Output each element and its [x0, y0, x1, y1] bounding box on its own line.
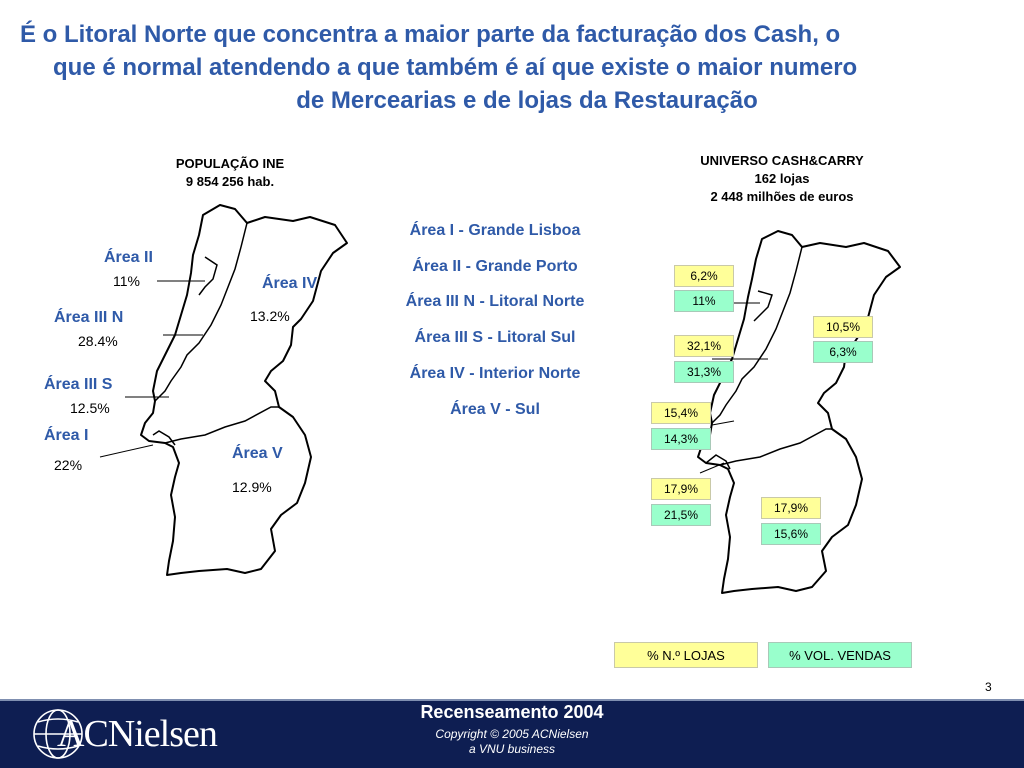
title-line-1: É o Litoral Norte que concentra a maior parte da facturação dos Cash, o	[20, 21, 841, 48]
stores-box-area-v: 17,9%	[761, 497, 821, 519]
stores-box-area-iii-n: 32,1%	[674, 335, 734, 357]
title-line-2: que é normal atendendo a que também é aí que existe o maior numero	[53, 54, 858, 81]
left-area-iii-s-name: Área III S	[44, 376, 113, 393]
stores-box-area-ii: 6,2%	[674, 265, 734, 287]
left-area-i-name: Área I	[44, 427, 89, 444]
definition-area-v: Área V - Sul	[450, 401, 540, 418]
left-area-iii-n-pct: 28.4%	[78, 333, 118, 349]
left-area-iii-s-pct: 12.5%	[70, 400, 110, 416]
page-number: 3	[985, 680, 992, 694]
legend-stores: % N.º LOJAS	[614, 642, 758, 668]
population-value: 9 854 256 hab.	[185, 174, 275, 189]
left-area-v-pct: 12.9%	[232, 479, 272, 495]
universe-label: UNIVERSO CASH&CARRY	[700, 153, 864, 168]
left-area-iii-n-name: Área III N	[54, 309, 124, 326]
sales-box-area-iii-n: 31,3%	[674, 361, 734, 383]
store-count: 162 lojas	[754, 171, 810, 186]
left-area-i-pct: 22%	[54, 457, 83, 473]
sales-box-area-i: 21,5%	[651, 504, 711, 526]
stores-box-area-iv: 10,5%	[813, 316, 873, 338]
title-line-3: de Mercearias e de lojas da Restauração	[296, 87, 758, 114]
leader-area-i	[100, 445, 153, 457]
footer-company: a VNU business	[468, 742, 556, 756]
sales-box-area-iv: 6,3%	[813, 341, 873, 363]
left-area-iv-pct: 13.2%	[250, 308, 290, 324]
footer-copyright: Copyright © 2005 ACNielsen	[435, 727, 589, 741]
definition-area-ii: Área II - Grande Porto	[412, 258, 578, 275]
left-area-ii-pct: 11%	[113, 273, 140, 289]
definition-area-iv: Área IV - Interior Norte	[409, 365, 581, 382]
sales-box-area-v: 15,6%	[761, 523, 821, 545]
sales-box-area-ii: 11%	[674, 290, 734, 312]
definition-area-iii-n: Área III N - Litoral Norte	[405, 293, 585, 310]
slide-title	[20, 18, 1010, 117]
definition-area-iii-s: Área III S - Litoral Sul	[414, 329, 576, 346]
stores-box-area-iii-s: 15,4%	[651, 402, 711, 424]
sales-total: 2 448 milhões de euros	[710, 189, 854, 204]
right-map-caption	[672, 152, 892, 206]
left-area-ii-name: Área II	[104, 249, 153, 266]
stores-box-area-i: 17,9%	[651, 478, 711, 500]
footer-copyright-block	[310, 727, 714, 757]
left-area-iv-name: Área IV	[262, 275, 318, 292]
acnielsen-logo: ACNielsen	[57, 713, 217, 755]
left-area-v-name: Área V	[232, 445, 283, 462]
legend-sales: % VOL. VENDAS	[768, 642, 912, 668]
sales-box-area-iii-s: 14,3%	[651, 428, 711, 450]
population-label: POPULAÇÃO INE	[175, 156, 285, 171]
left-map-caption	[140, 155, 320, 191]
footer-title: Recenseamento 2004	[420, 702, 604, 722]
left-map-outline	[141, 205, 347, 575]
definition-area-i: Área I - Grande Lisboa	[409, 222, 581, 239]
